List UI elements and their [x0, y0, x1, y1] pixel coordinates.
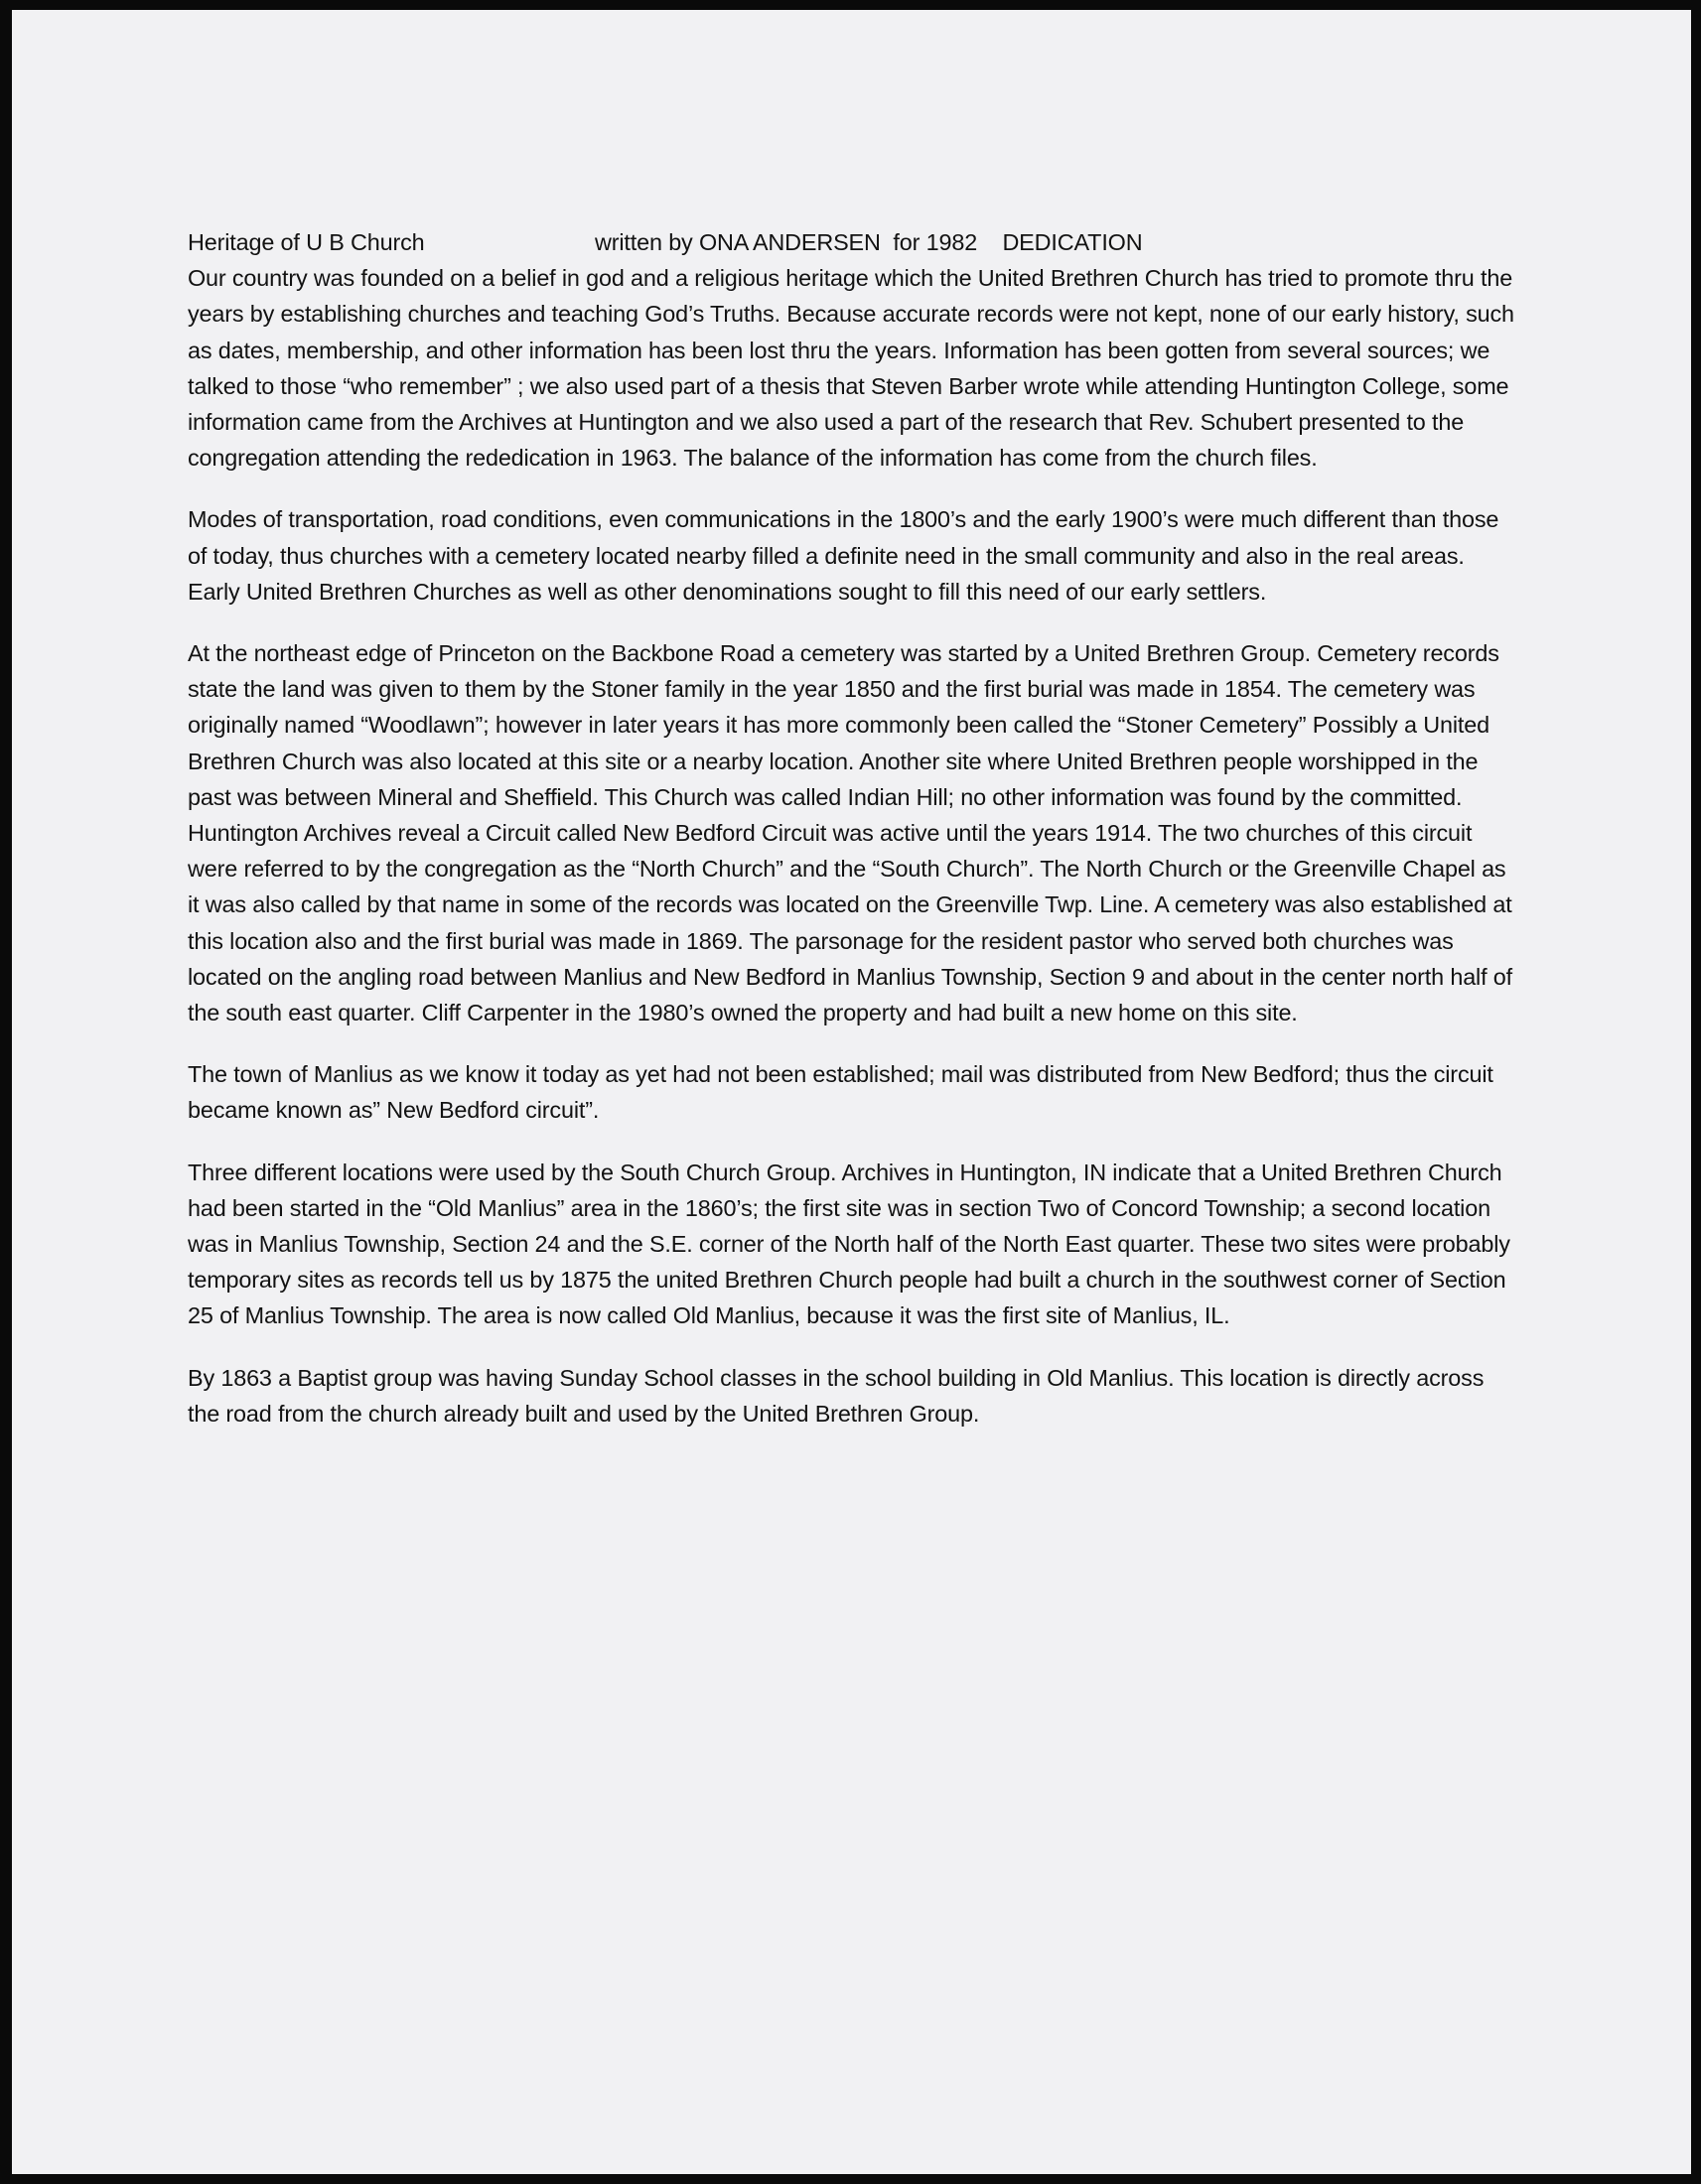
- paragraph-transportation: Modes of transportation, road conditions, even communications in the 1800’s and the early 1900’s were much different than those of today, thus churches with a cemetery located nearby filled a definite need in the small community and also in the real areas. Early United Brethren Churches as well as other denominations sought to fill this need of our early settlers.: [188, 506, 1499, 605]
- paragraph-manlius-town: The town of Manlius as we know it today as yet had not been established; mail was distributed from New Bedford; thus the circuit became known as” New Bedford circuit”.: [188, 1061, 1493, 1124]
- paragraph-baptist-group: By 1863 a Baptist group was having Sunday School classes in the school building in Old Manlius. This location is directly across the road from the church already built and used by the United Brethren Group.: [188, 1364, 1485, 1427]
- paragraph-south-church-locations: Three different locations were used by the South Church Group. Archives in Huntington, IN indicate that a United Brethren Church had been started in the “Old Manlius” area in the 1860’s; the first site was in section Two of Concord Township; a second location was in Manlius Township, Section 24 and the S.E. corner of the North half of the North East quarter. These two sites were probably temporary sites as records tell us by 1875 the united Brethren Church people had built a church in the southwest corner of Section 25 of Manlius Township. The area is now called Old Manlius, because it was the first site of Manlius, IL.: [188, 1159, 1510, 1329]
- document-byline: written by ONA ANDERSEN for 1982 DEDICATION: [595, 229, 1143, 255]
- document-body: [188, 224, 1518, 1457]
- document-title: Heritage of U B Church: [188, 229, 425, 255]
- paragraph-intro: Our country was founded on a belief in god and a religious heritage which the United Brethren Church has tried to promote thru the years by establishing churches and teaching God’s Truths. Because accurate records were not kept, none of our early history, such as dates, membership, and other information has been lost thru the years. Information has been gotten from several sources; we talked to those “who remember” ; we also used part of a thesis that Steven Barber wrote while attending Huntington College, some information came from the Archives at Huntington and we also used a part of the research that Rev. Schubert presented to the congregation attending the rededication in 1963. The balance of the information has come from the church files.: [188, 265, 1514, 472]
- paragraph-princeton-cemetery: At the northeast edge of Princeton on the Backbone Road a cemetery was started by a United Brethren Group. Cemetery records state the land was given to them by the Stoner family in the year 1850 and the first burial was made in 1854. The cemetery was originally named “Woodlawn”; however in later years it has more commonly been called the “Stoner Cemetery” Possibly a United Brethren Church was also located at this site or a nearby location. Another site where United Brethren people worshipped in the past was between Mineral and Sheffield. This Church was called Indian Hill; no other information was found by the committed. Huntington Archives reveal a Circuit called New Bedford Circuit was active until the years 1914. The two churches of this circuit were referred to by the congregation as the “North Church” and the “South Church”. The North Church or the Greenville Chapel as it was also called by that name in some of the records was located on the Greenville Twp. Line. A cemetery was also established at this location also and the first burial was made in 1869. The parsonage for the resident pastor who served both churches was located on the angling road between Manlius and New Bedford in Manlius Township, Section 9 and about in the center north half of the south east quarter. Cliff Carpenter in the 1980’s owned the property and had built a new home on this site.: [188, 640, 1513, 1026]
- document-heading: [188, 224, 1518, 260]
- document-page: [12, 10, 1691, 2174]
